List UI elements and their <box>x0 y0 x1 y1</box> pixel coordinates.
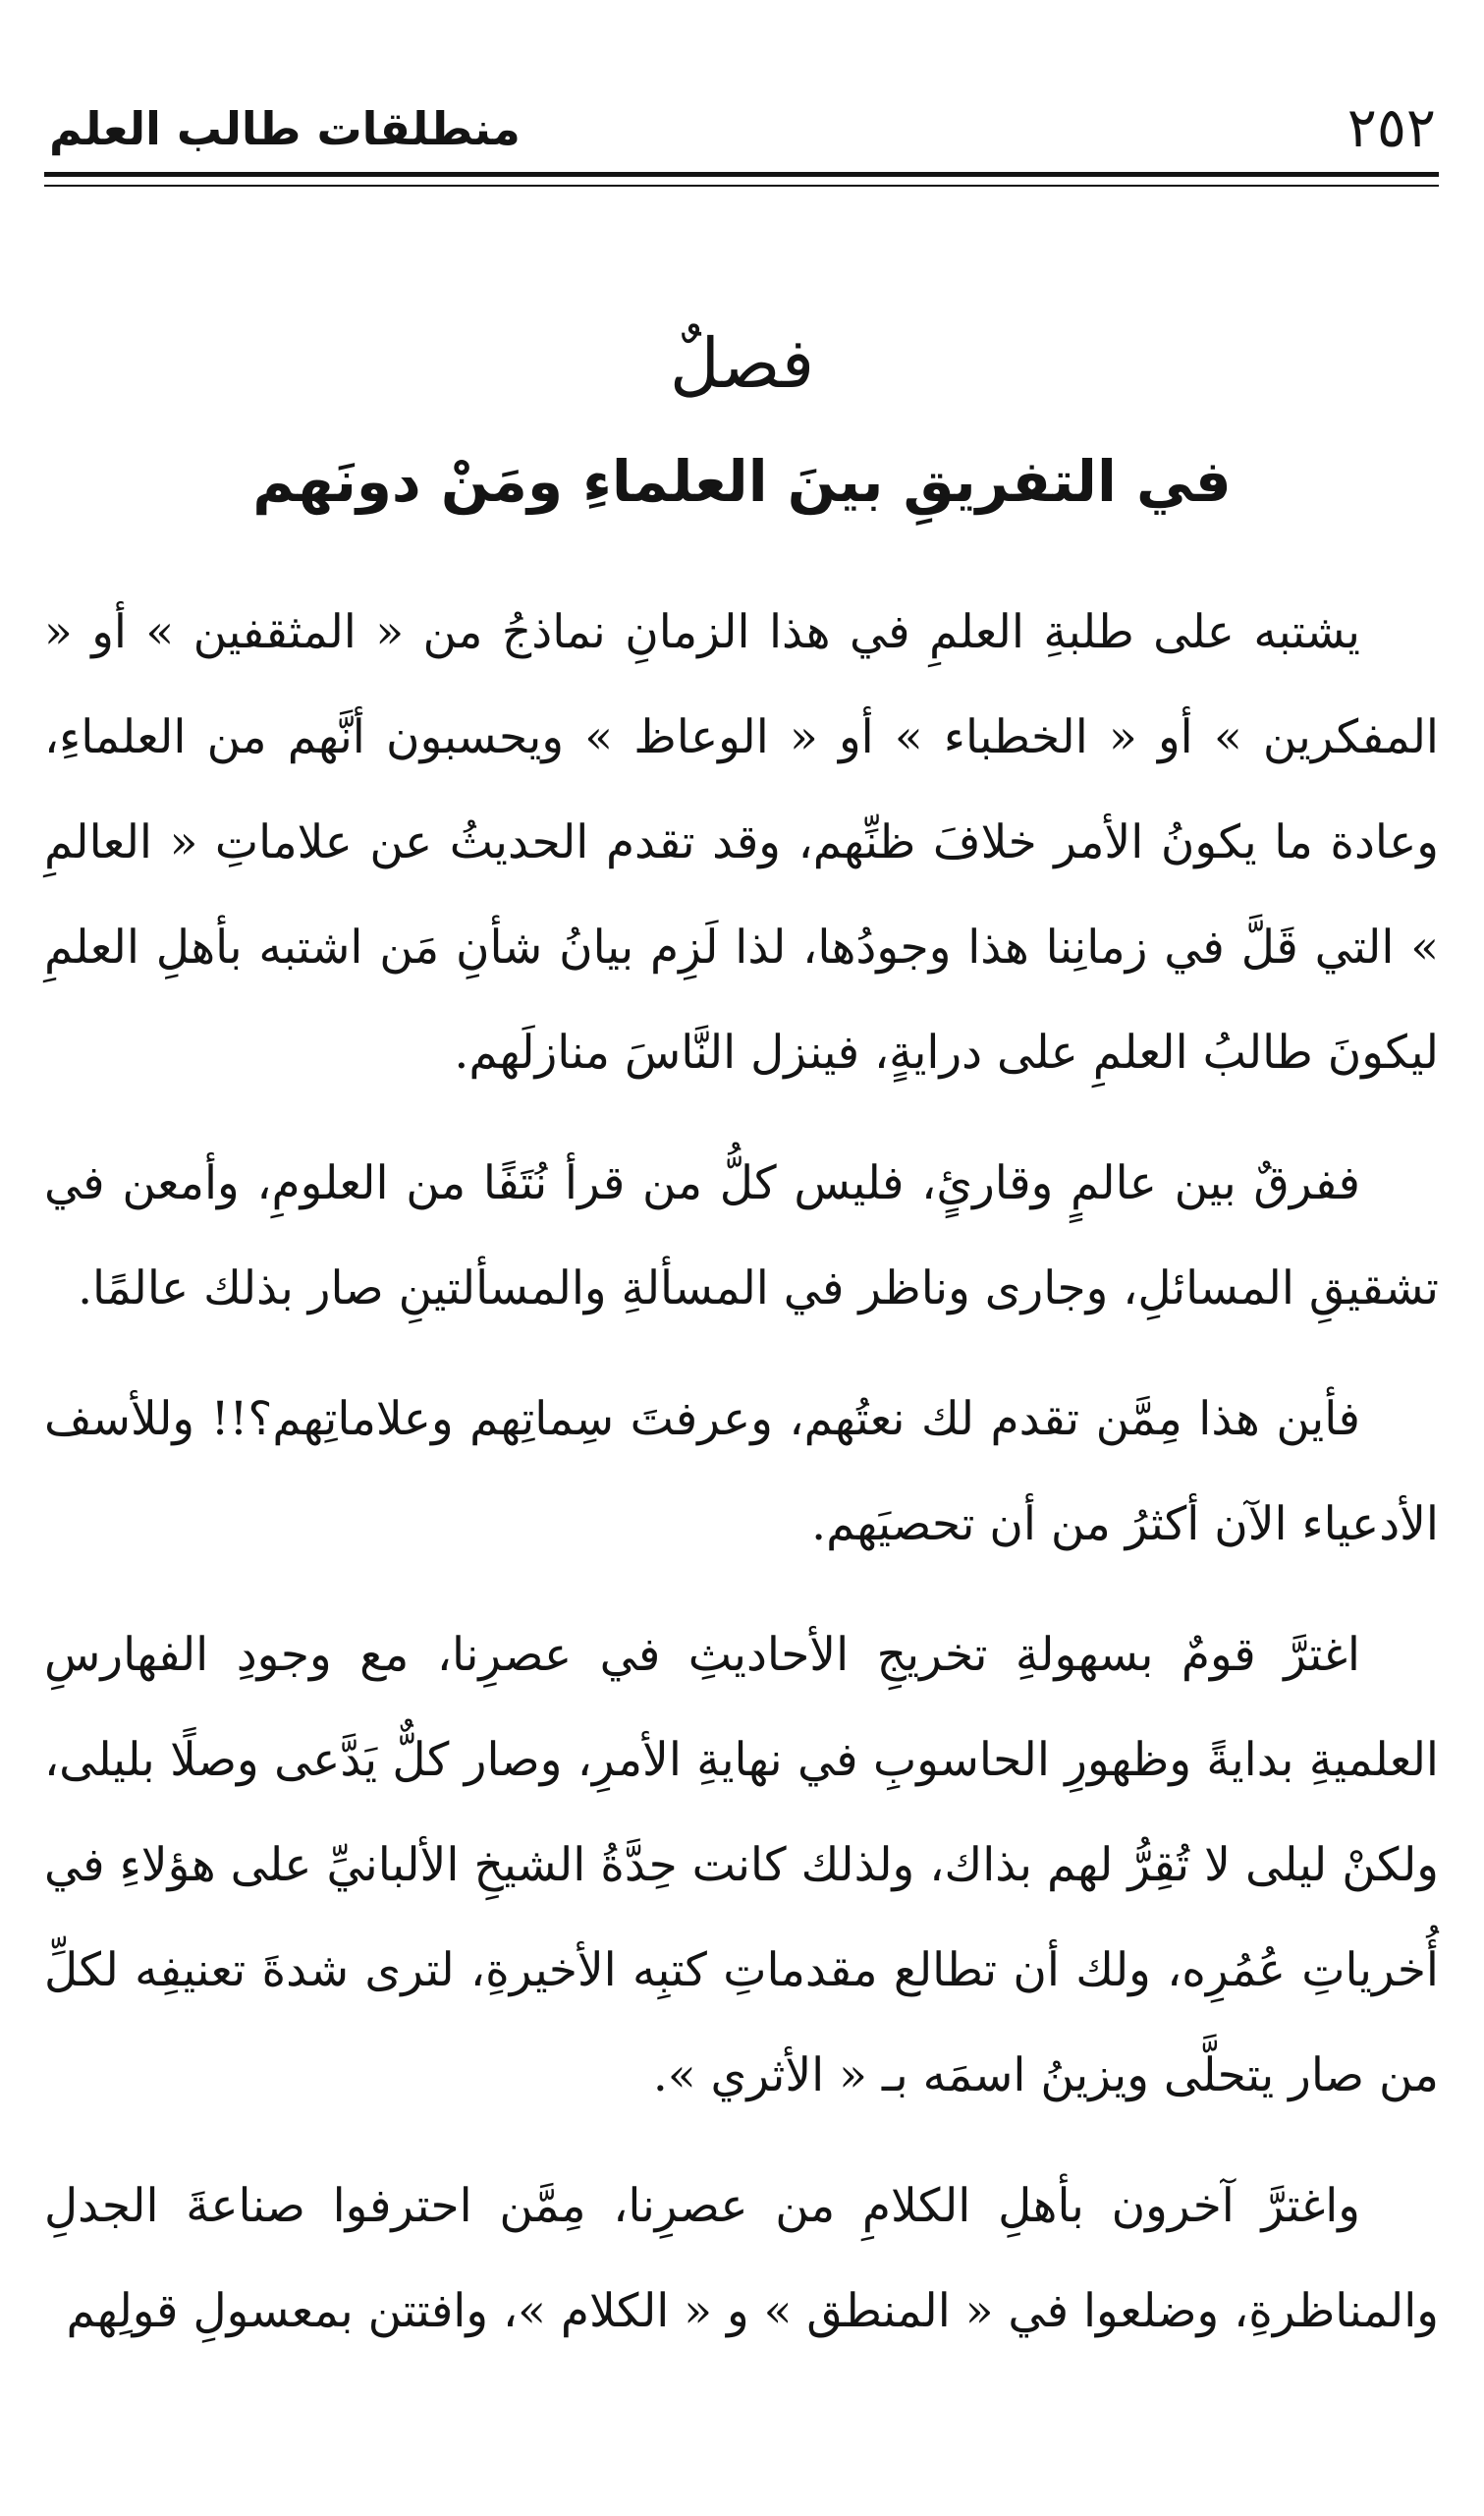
paragraph: فأين هذا مِمَّن تقدم لك نعتُهم، وعرفتَ سِماتِهم وعلاماتِهم؟!! وللأسف الأدعياء الآن أكثرُ من أن تحصيَهم. <box>44 1392 1439 1551</box>
paragraph: اغترَّ قومٌ بسهولةِ تخريجِ الأحاديثِ في عصرِنا، مع وجودِ الفهارسِ العلميةِ بدايةً وظهورِ الحاسوبِ في نهايةِ الأمرِ، وصار كلٌّ يَدَّعى وصلًا بليلى، ولكنْ ليلى لا تُقِرُّ لهم بذاك، ولذلك كانت حِدَّةُ الشيخِ الألبانيِّ على هؤلاءِ في أُخرياتِ عُمُرِه، ولك أن تطالع مقدماتِ كتبِه الأخيرةِ، لترى شدةَ تعنيفِه لكلِّ من صار يتحلَّى ويزينُ اسمَه بـ « الأثري ». <box>44 1628 1439 2102</box>
paragraph: يشتبه على طلبةِ العلمِ في هذا الزمانِ نماذجُ من « المثقفين » أو « المفكرين » أو « الخطباء » أو « الوعاظ » ويحسبون أنَّهم من العلماءِ، وعادة ما يكونُ الأمر خلافَ ظنِّهم، وقد تقدم الحديثُ عن علاماتِ « العالمِ » التي قَلَّ في زمانِنا هذا وجودُها، لذا لَزِم بيانُ شأنِ مَن اشتبه بأهلِ العلمِ ليكونَ طالبُ العلمِ على درايةٍ، فينزل النَّاسَ منازلَهم. <box>44 605 1439 1080</box>
body-text <box>44 580 1439 2389</box>
header-rule-thin <box>44 185 1439 187</box>
chapter-heading: في التفريقِ بينَ العلماءِ ومَنْ دونَهم <box>252 448 1232 515</box>
page-header <box>49 94 1436 163</box>
page-number: ٢٥٢ <box>1347 96 1436 160</box>
chapter-label: فصلٌ <box>669 323 815 404</box>
running-title: منطلقات طالب العلم <box>49 102 521 155</box>
paragraph: واغترَّ آخرون بأهلِ الكلامِ من عصرِنا، مِمَّن احترفوا صناعةَ الجدلِ والمناظرةِ، وضلعوا في « المنطق » و « الكلام »، وافتتن بمعسولِ قولِهم <box>44 2179 1439 2338</box>
paragraph: ففرقٌ بين عالمٍ وقارئٍ، فليس كلُّ من قرأ نُتَفًا من العلومِ، وأمعن في تشقيقِ المسائلِ، وجارى وناظر في المسألةِ والمسألتينِ صار بذلك عالمًا. <box>44 1156 1439 1315</box>
header-rule-thick <box>44 172 1439 177</box>
